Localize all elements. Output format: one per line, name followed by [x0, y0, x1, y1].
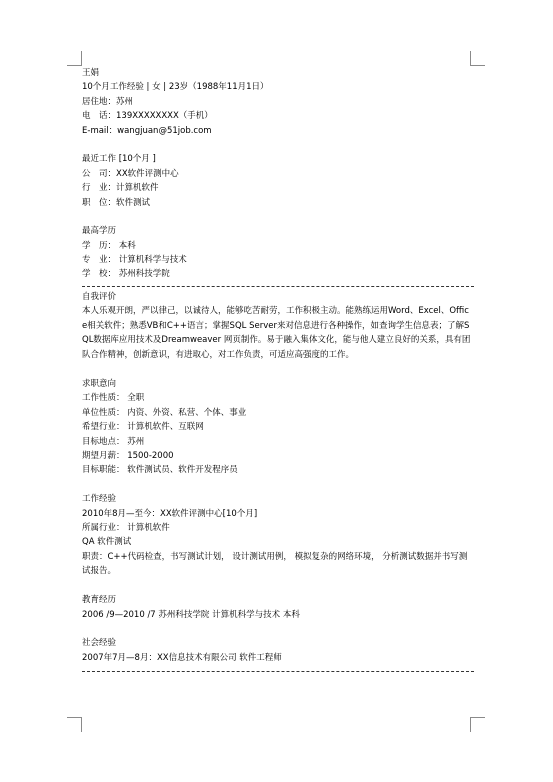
target-location: 目标地点： 苏州: [82, 436, 145, 447]
candidate-name: 王娟: [82, 68, 100, 78]
recent-position: 职 位：软件测试: [82, 197, 151, 208]
page-corner-mark: [67, 51, 82, 66]
work-experience-heading: 工作经验: [82, 494, 117, 505]
unit-nature: 单位性质： 内资、外资、私营、个体、事业: [82, 407, 247, 418]
target-function: 目标职能： 软件测试员、软件开发程序员: [82, 465, 238, 476]
education-entry: 2006 /9—2010 /7 苏州科技学院 计算机科学与技术 本科: [82, 609, 300, 620]
recent-job-heading: 最近工作 [10个月 ]: [82, 154, 156, 165]
job-intention-heading: 求职意向: [82, 379, 117, 390]
expected-salary: 期望月薪： 1500-2000: [82, 450, 174, 461]
work-industry: 所属行业： 计算机软件: [82, 522, 170, 533]
social-heading: 社会经验: [82, 638, 117, 649]
profile-summary: 10个月工作经验 | 女 | 23岁（1988年11月1日）: [82, 82, 269, 93]
email[interactable]: E-mail：wangjuan@51job.com: [82, 125, 212, 136]
resume-body: [82, 66, 474, 672]
recent-industry: 行 业：计算机软件: [82, 183, 159, 194]
self-evaluation-text: 本人乐观开朗，严以律己，以诚待人，能够吃苦耐劳，工作积极主动。能熟练运用Word、Excel、Office相关软件；熟悉VB和C++语言；掌握SQL Server来对信息进行各种操作，如查询学生信息表；了解SQL数据库应用技术及Dreamweaver 网页制作。易于融入集体文化，能与他人建立良好的关系，具有团队合作精神，创新意识，有进取心，对工作负责，可适应高强度的工作。: [82, 306, 471, 361]
residence: 居住地：苏州: [82, 96, 134, 107]
desired-industry: 希望行业： 计算机软件、互联网: [82, 422, 204, 433]
phone: 电 话：139XXXXXXXX（手机）: [82, 111, 213, 122]
page-corner-mark: [470, 717, 485, 732]
page-corner-mark: [67, 717, 82, 732]
education-top-heading: 最高学历: [82, 226, 117, 237]
section-divider: [82, 671, 474, 672]
page-corner-mark: [470, 51, 485, 66]
work-period: 2010年8月—至今：XX软件评测中心[10个月]: [82, 508, 258, 519]
work-nature: 工作性质： 全职: [82, 393, 145, 404]
social-entry: 2007年7月—8月：XX信息技术有限公司 软件工程师: [82, 652, 282, 663]
recent-company: 公 司：XX软件评测中心: [82, 168, 179, 179]
work-dept: QA 软件测试: [82, 537, 132, 548]
school: 学 校： 苏州科技学院: [82, 269, 170, 280]
education-heading: 教育经历: [82, 595, 117, 606]
major: 专 业： 计算机科学与技术: [82, 255, 187, 266]
self-evaluation-heading: 自我评价: [82, 291, 117, 302]
work-duty: 职责：C++代码检查，书写测试计划， 设计测试用例， 模拟复杂的网络环境， 分析测试数据并书写测试报告。: [82, 551, 468, 577]
degree: 学 历： 本科: [82, 240, 136, 251]
section-divider: [82, 286, 474, 287]
